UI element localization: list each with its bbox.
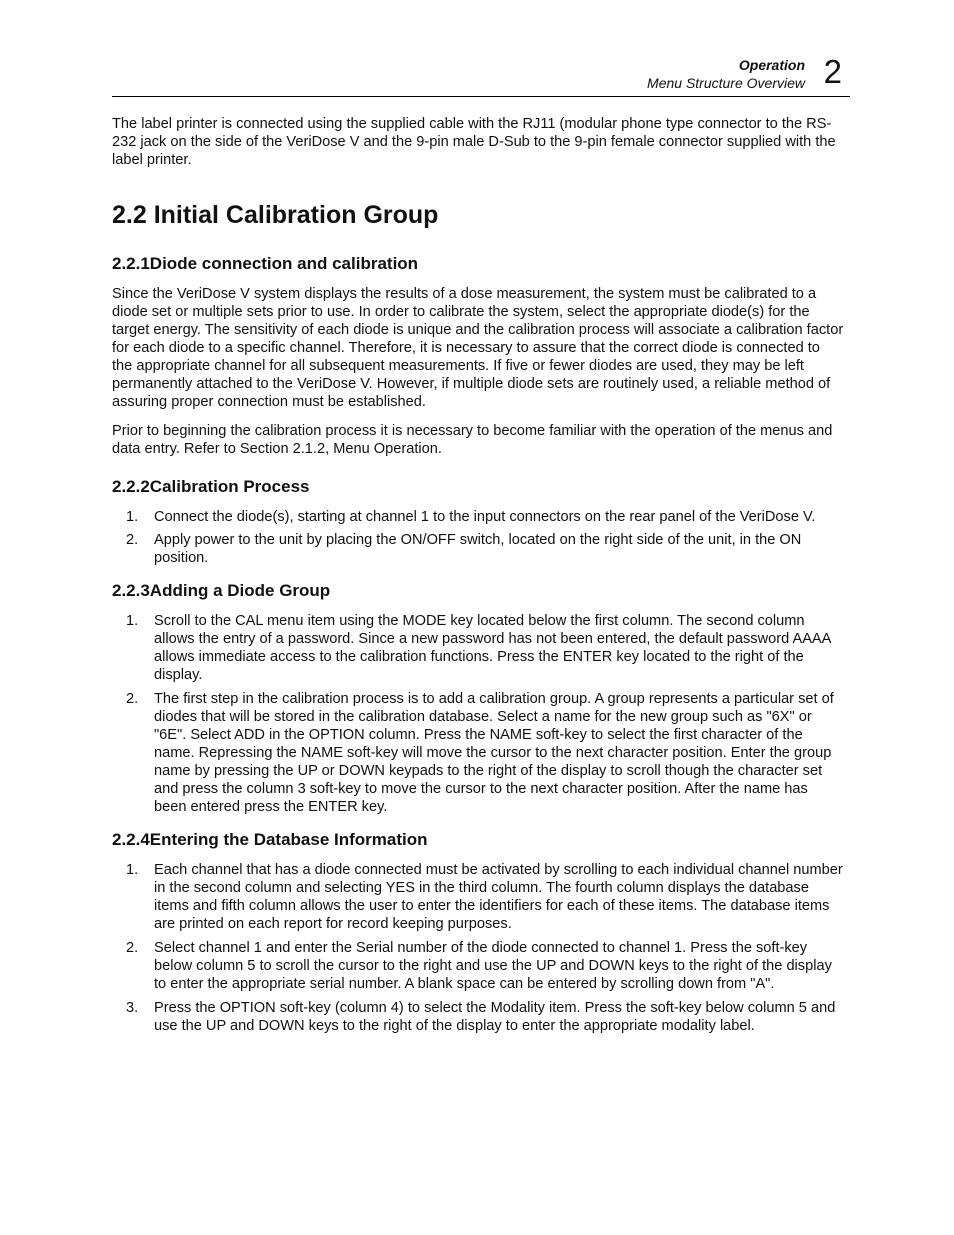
list-text: Scroll to the CAL menu item using the MODE key located below the first column. The second column allows the entry of a password. Since a new password has not been entered, the default password AAAA allows immediate access to the calibration functions. Press the ENTER key located to the right of the display. — [154, 613, 831, 683]
list-calibration-process — [112, 508, 844, 567]
list-database-information — [112, 861, 844, 1035]
list-adding-diode-group — [112, 612, 844, 816]
paragraph: Since the VeriDose V system displays the results of a dose measurement, the system must be calibrated to a diode set or multiple sets prior to use. In order to calibrate the system, select the appropriate diode(s) for the target energy. The sensitivity of each diode is unique and the calibration process will associate a calibration factor for each diode to a specific channel. Therefore, it is necessary to assure that the correct diode is connected to the appropriate channel for all subsequent measurements. If five or fewer diodes are used, they may be left permanently attached to the VeriDose V. However, if multiple diode sets are routinely used, a reliable method of assuring proper connection must be established. — [112, 286, 844, 410]
subsection-title-2-2-3: 2.2.3Adding a Diode Group — [112, 581, 331, 600]
list-number: 1. — [126, 862, 139, 878]
list-number: 2. — [126, 532, 139, 548]
list-text: Apply power to the unit by placing the ON/OFF switch, located on the right side of the unit, in the ON position. — [154, 532, 802, 566]
list-item — [112, 531, 844, 567]
list-item — [112, 508, 844, 526]
list-item — [112, 999, 844, 1035]
paragraph: Prior to beginning the calibration process it is necessary to become familiar with the operation of the menus and data entry. Refer to Section 2.1.2, Menu Operation. — [112, 423, 833, 457]
page-header — [112, 54, 850, 97]
list-item — [112, 612, 844, 684]
list-text: The first step in the calibration process is to add a calibration group. A group represents a particular set of diodes that will be stored in the calibration database. Select a name for the new group such as "6X" or "6E". Select ADD in the OPTION column. Press the NAME soft-key to select the first character of the name. Repressing the NAME soft-key will move the cursor to the next character position. Enter the group name by pressing the UP or DOWN keypads to the right of the display to scroll though the character set and press the column 3 soft-key to move the cursor to the next character position. After the name has been entered press the ENTER key. — [154, 691, 834, 815]
header-subtitle: Menu Structure Overview — [647, 75, 805, 91]
list-item — [112, 861, 844, 933]
header-title: Operation — [738, 57, 805, 73]
list-number: 2. — [126, 940, 139, 956]
page-content — [112, 115, 844, 1035]
list-number: 3. — [126, 1000, 139, 1016]
list-text: Connect the diode(s), starting at channel 1 to the input connectors on the rear panel of the VeriDose V. — [154, 509, 816, 525]
list-item — [112, 690, 844, 816]
list-text: Each channel that has a diode connected must be activated by scrolling to each individual channel number in the second column and selecting YES in the third column. The fourth column displays the database items and fifth column allows the user to enter the identifiers for each of these items. The database items are printed on each report for record keeping purposes. — [154, 862, 843, 932]
list-number: 1. — [126, 509, 139, 525]
list-number: 2. — [126, 691, 139, 707]
header-text — [647, 56, 805, 92]
subsection-title-2-2-2: 2.2.2Calibration Process — [112, 477, 310, 496]
chapter-number: 2 — [823, 53, 842, 90]
list-number: 1. — [126, 613, 139, 629]
subsection-title-2-2-4: 2.2.4Entering the Database Information — [112, 830, 428, 849]
section-title: 2.2 Initial Calibration Group — [112, 201, 439, 229]
list-text: Select channel 1 and enter the Serial number of the diode connected to channel 1. Press the soft-key below column 5 to scroll the cursor to the right and use the UP and DOWN keys to the right of the display to enter the appropriate serial number. A blank space can be entered by scrolling down from "A". — [154, 940, 832, 992]
intro-paragraph: The label printer is connected using the supplied cable with the RJ11 (modular phone type connector to the RS-232 jack on the side of the VeriDose V and the 9-pin male D-Sub to the 9-pin female connector supplied with the label printer. — [112, 116, 836, 168]
subsection-title-2-2-1: 2.2.1Diode connection and calibration — [112, 254, 419, 273]
list-text: Press the OPTION soft-key (column 4) to select the Modality item. Press the soft-key below column 5 and use the UP and DOWN keys to the right of the display to enter the appropriate modality label. — [154, 1000, 836, 1034]
list-item — [112, 939, 844, 993]
